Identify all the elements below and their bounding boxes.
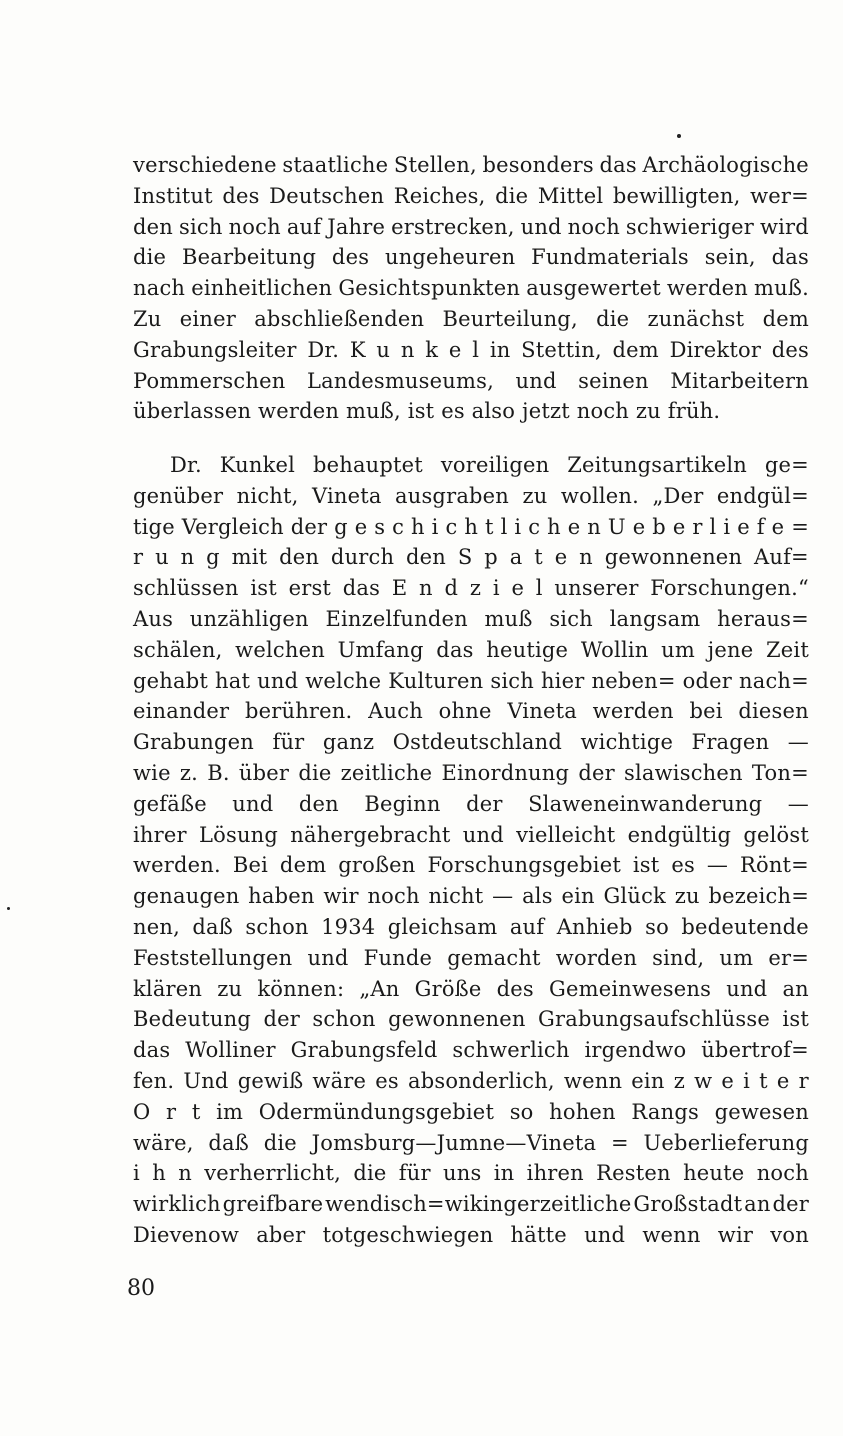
text-line: schälen, welchen Umfang das heutige Wollin um jene Zeit: [133, 637, 809, 662]
text-line: genüber nicht, Vineta ausgraben zu wollen. „Der endgül=: [133, 483, 809, 508]
text-line: ihrer Lösung nähergebracht und vielleicht endgültig gelöst: [133, 822, 809, 847]
text-line: r u n g mit den durch den S p a t e n gewonnenen Auf=: [133, 545, 809, 570]
text-line: das Wolliner Grabungsfeld schwerlich irgendwo übertrof=: [133, 1038, 809, 1063]
text-line: fen. Und gewiß wäre es absonderlich, wenn ein z w e i t e r: [133, 1068, 809, 1093]
text-line: schlüssen ist erst das E n d z i e l unserer Forschungen.“: [133, 576, 809, 601]
page-number: 80: [127, 1276, 155, 1301]
text-line: verschiedene staatliche Stellen, besonders das Archäologische: [133, 153, 809, 177]
text-line: i h n verherrlicht, die für uns in ihren Resten heute noch: [133, 1161, 809, 1186]
text-line: Zu einer abschließenden Beurteilung, die zunächst dem: [133, 306, 809, 331]
text-line: Dr. Kunkel behauptet voreiligen Zeitungsartikeln ge=: [170, 453, 809, 477]
text-line: Grabungen für ganz Ostdeutschland wichtige Fragen —: [133, 730, 809, 755]
text-line: wirklich greifbare wendisch=wikingerzeitliche Großstadt an der: [133, 1192, 809, 1217]
text-line: die Bearbeitung des ungeheuren Fundmaterials sein, das: [133, 245, 809, 270]
text-line: tige Vergleich der g e s c h i c h t l i c h e n U e b e r l i e f e =: [133, 514, 809, 539]
text-line: Aus unzähligen Einzelfunden muß sich langsam heraus=: [133, 606, 809, 631]
text-line: Bedeutung der schon gewonnenen Grabungsaufschlüsse ist: [133, 1007, 809, 1032]
text-line: O r t im Odermündungsgebiet so hohen Rangs gewesen: [133, 1099, 809, 1124]
text-line: Institut des Deutschen Reiches, die Mittel bewilligten, wer=: [133, 183, 809, 208]
text-line: Grabungsleiter Dr. K u n k e l in Stettin, dem Direktor des: [133, 337, 809, 362]
text-line: genaugen haben wir noch nicht — als ein Glück zu bezeich=: [133, 884, 809, 909]
text-line: wie z. B. über die zeitliche Einordnung der slawischen Ton=: [133, 760, 809, 785]
text-line: werden. Bei dem großen Forschungsgebiet ist es — Rönt=: [133, 853, 809, 878]
text-line: den sich noch auf Jahre erstrecken, und noch schwieriger wird: [133, 214, 809, 239]
text-line: Feststellungen und Funde gemacht worden sind, um er=: [133, 945, 809, 970]
text-line: wäre, daß die Jomsburg—Jumne—Vineta = Ueberlieferung: [133, 1130, 809, 1155]
text-line: nen, daß schon 1934 gleichsam auf Anhieb so bedeutende: [133, 914, 809, 939]
text-line: überlassen werden muß, ist es also jetzt noch zu früh.: [133, 399, 721, 424]
text-line: gefäße und den Beginn der Slaweneinwanderung —: [133, 791, 809, 816]
paragraph-1: [133, 150, 809, 427]
ink-speck: [7, 907, 10, 910]
text-line: Dievenow aber totgeschwiegen hätte und wenn wir von: [133, 1222, 809, 1247]
text-line: klären zu können: „An Größe des Gemeinwesens und an: [133, 976, 809, 1001]
text-line: nach einheitlichen Gesichtspunkten ausgewertet werden muß.: [133, 276, 809, 301]
text-line: einander berühren. Auch ohne Vineta werden bei diesen: [133, 699, 809, 724]
text-line: gehabt hat und welche Kulturen sich hier neben= oder nach=: [133, 668, 809, 693]
ink-speck: [677, 134, 681, 138]
paragraph-2: [133, 450, 809, 1251]
text-line: Pommerschen Landesmuseums, und seinen Mitarbeitern: [133, 368, 809, 393]
